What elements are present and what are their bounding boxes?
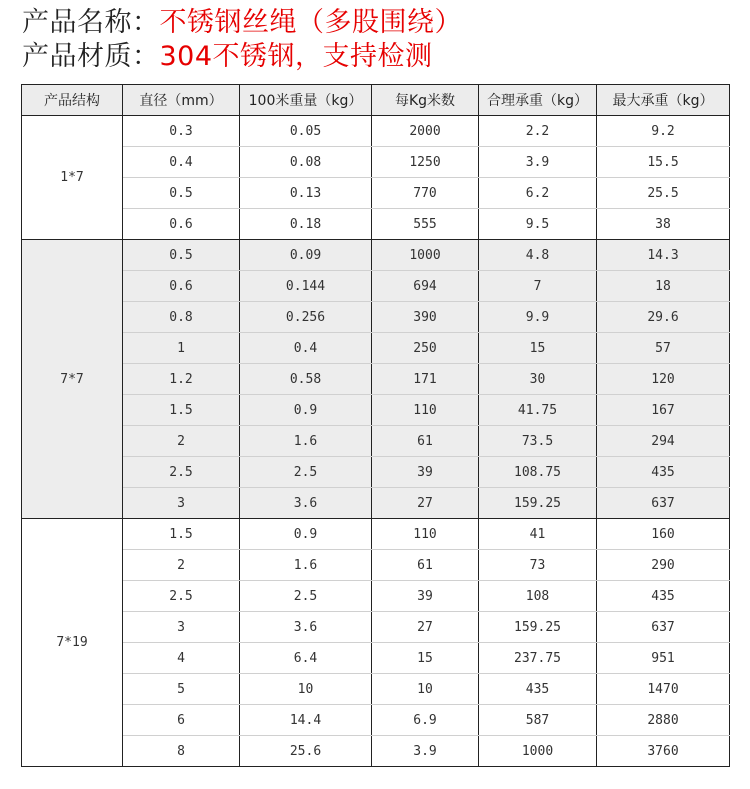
table-row (22, 519, 730, 550)
meters-per-kg-cell: 3.9 (372, 736, 479, 767)
max-load-cell: 3760 (597, 736, 730, 767)
table-body (22, 116, 730, 767)
reasonable-load-cell: 7 (479, 271, 597, 302)
reasonable-load-cell: 2.2 (479, 116, 597, 147)
weight-100m-cell: 0.05 (240, 116, 372, 147)
diameter-cell: 0.5 (123, 178, 240, 209)
product-material-line (22, 40, 462, 74)
meters-per-kg-cell: 555 (372, 209, 479, 240)
meters-per-kg-cell: 250 (372, 333, 479, 364)
reasonable-load-cell: 108 (479, 581, 597, 612)
reasonable-load-cell: 15 (479, 333, 597, 364)
meters-per-kg-cell: 15 (372, 643, 479, 674)
table-row (22, 705, 730, 736)
table-row (22, 147, 730, 178)
max-load-cell: 637 (597, 612, 730, 643)
diameter-cell: 1.2 (123, 364, 240, 395)
reasonable-load-cell: 9.5 (479, 209, 597, 240)
weight-100m-cell: 2.5 (240, 457, 372, 488)
table-row (22, 581, 730, 612)
weight-100m-cell: 25.6 (240, 736, 372, 767)
max-load-cell: 15.5 (597, 147, 730, 178)
reasonable-load-cell: 41.75 (479, 395, 597, 426)
max-load-cell: 18 (597, 271, 730, 302)
meters-per-kg-cell: 27 (372, 612, 479, 643)
diameter-cell: 2.5 (123, 457, 240, 488)
max-load-cell: 1470 (597, 674, 730, 705)
col-header-diameter: 直径（mm） (123, 85, 240, 116)
meters-per-kg-cell: 390 (372, 302, 479, 333)
meters-per-kg-cell: 39 (372, 457, 479, 488)
reasonable-load-cell: 108.75 (479, 457, 597, 488)
diameter-cell: 0.3 (123, 116, 240, 147)
max-load-cell: 160 (597, 519, 730, 550)
max-load-cell: 2880 (597, 705, 730, 736)
weight-100m-cell: 0.58 (240, 364, 372, 395)
col-header-max-load: 最大承重（kg） (597, 85, 730, 116)
col-header-reasonable-load: 合理承重（kg） (479, 85, 597, 116)
weight-100m-cell: 1.6 (240, 550, 372, 581)
product-material-value: 304不锈钢，支持检测 (159, 41, 433, 72)
weight-100m-cell: 10 (240, 674, 372, 705)
diameter-cell: 4 (123, 643, 240, 674)
meters-per-kg-cell: 110 (372, 519, 479, 550)
diameter-cell: 1.5 (123, 395, 240, 426)
col-header-weight-100m: 100米重量（kg） (240, 85, 372, 116)
reasonable-load-cell: 73.5 (479, 426, 597, 457)
reasonable-load-cell: 3.9 (479, 147, 597, 178)
table-row (22, 736, 730, 767)
diameter-cell: 0.6 (123, 271, 240, 302)
table-row (22, 116, 730, 147)
max-load-cell: 29.6 (597, 302, 730, 333)
table-row (22, 674, 730, 705)
weight-100m-cell: 0.18 (240, 209, 372, 240)
max-load-cell: 290 (597, 550, 730, 581)
structure-cell: 7*7 (22, 240, 123, 519)
diameter-cell: 6 (123, 705, 240, 736)
diameter-cell: 1 (123, 333, 240, 364)
table-row (22, 426, 730, 457)
diameter-cell: 0.8 (123, 302, 240, 333)
table-row (22, 271, 730, 302)
meters-per-kg-cell: 10 (372, 674, 479, 705)
max-load-cell: 951 (597, 643, 730, 674)
reasonable-load-cell: 587 (479, 705, 597, 736)
weight-100m-cell: 0.13 (240, 178, 372, 209)
table-row (22, 240, 730, 271)
weight-100m-cell: 0.9 (240, 395, 372, 426)
table-row (22, 457, 730, 488)
max-load-cell: 435 (597, 581, 730, 612)
table-header-row (22, 85, 730, 116)
table-row (22, 643, 730, 674)
max-load-cell: 637 (597, 488, 730, 519)
reasonable-load-cell: 41 (479, 519, 597, 550)
diameter-cell: 0.5 (123, 240, 240, 271)
diameter-cell: 0.4 (123, 147, 240, 178)
max-load-cell: 38 (597, 209, 730, 240)
col-header-structure: 产品结构 (22, 85, 123, 116)
weight-100m-cell: 0.09 (240, 240, 372, 271)
meters-per-kg-cell: 171 (372, 364, 479, 395)
weight-100m-cell: 0.9 (240, 519, 372, 550)
table-row (22, 178, 730, 209)
meters-per-kg-cell: 61 (372, 550, 479, 581)
diameter-cell: 5 (123, 674, 240, 705)
product-name-value: 不锈钢丝绳（多股围绕） (159, 7, 462, 38)
diameter-cell: 8 (123, 736, 240, 767)
max-load-cell: 25.5 (597, 178, 730, 209)
table-row (22, 364, 730, 395)
reasonable-load-cell: 73 (479, 550, 597, 581)
reasonable-load-cell: 159.25 (479, 612, 597, 643)
meters-per-kg-cell: 2000 (372, 116, 479, 147)
max-load-cell: 294 (597, 426, 730, 457)
table-row (22, 612, 730, 643)
product-material-label: 产品材质： (22, 41, 160, 72)
diameter-cell: 3 (123, 488, 240, 519)
product-name-label: 产品名称： (22, 7, 160, 38)
product-name-line (22, 6, 462, 40)
diameter-cell: 2 (123, 426, 240, 457)
weight-100m-cell: 2.5 (240, 581, 372, 612)
reasonable-load-cell: 4.8 (479, 240, 597, 271)
meters-per-kg-cell: 6.9 (372, 705, 479, 736)
weight-100m-cell: 0.4 (240, 333, 372, 364)
meters-per-kg-cell: 110 (372, 395, 479, 426)
meters-per-kg-cell: 694 (372, 271, 479, 302)
table-row (22, 333, 730, 364)
meters-per-kg-cell: 770 (372, 178, 479, 209)
diameter-cell: 2.5 (123, 581, 240, 612)
max-load-cell: 167 (597, 395, 730, 426)
weight-100m-cell: 0.08 (240, 147, 372, 178)
table-row (22, 550, 730, 581)
weight-100m-cell: 6.4 (240, 643, 372, 674)
weight-100m-cell: 3.6 (240, 488, 372, 519)
table-row (22, 395, 730, 426)
table-row (22, 302, 730, 333)
weight-100m-cell: 1.6 (240, 426, 372, 457)
meters-per-kg-cell: 61 (372, 426, 479, 457)
weight-100m-cell: 3.6 (240, 612, 372, 643)
reasonable-load-cell: 435 (479, 674, 597, 705)
reasonable-load-cell: 30 (479, 364, 597, 395)
weight-100m-cell: 0.256 (240, 302, 372, 333)
product-header (22, 6, 462, 74)
max-load-cell: 14.3 (597, 240, 730, 271)
reasonable-load-cell: 9.9 (479, 302, 597, 333)
weight-100m-cell: 14.4 (240, 705, 372, 736)
diameter-cell: 2 (123, 550, 240, 581)
table-row (22, 209, 730, 240)
meters-per-kg-cell: 1000 (372, 240, 479, 271)
diameter-cell: 1.5 (123, 519, 240, 550)
max-load-cell: 435 (597, 457, 730, 488)
table-row (22, 488, 730, 519)
meters-per-kg-cell: 39 (372, 581, 479, 612)
col-header-meters-per-kg: 每Kg米数 (372, 85, 479, 116)
reasonable-load-cell: 6.2 (479, 178, 597, 209)
max-load-cell: 57 (597, 333, 730, 364)
meters-per-kg-cell: 27 (372, 488, 479, 519)
reasonable-load-cell: 237.75 (479, 643, 597, 674)
structure-cell: 1*7 (22, 116, 123, 240)
spec-table (21, 84, 730, 767)
diameter-cell: 0.6 (123, 209, 240, 240)
diameter-cell: 3 (123, 612, 240, 643)
reasonable-load-cell: 1000 (479, 736, 597, 767)
meters-per-kg-cell: 1250 (372, 147, 479, 178)
structure-cell: 7*19 (22, 519, 123, 767)
reasonable-load-cell: 159.25 (479, 488, 597, 519)
weight-100m-cell: 0.144 (240, 271, 372, 302)
max-load-cell: 120 (597, 364, 730, 395)
max-load-cell: 9.2 (597, 116, 730, 147)
